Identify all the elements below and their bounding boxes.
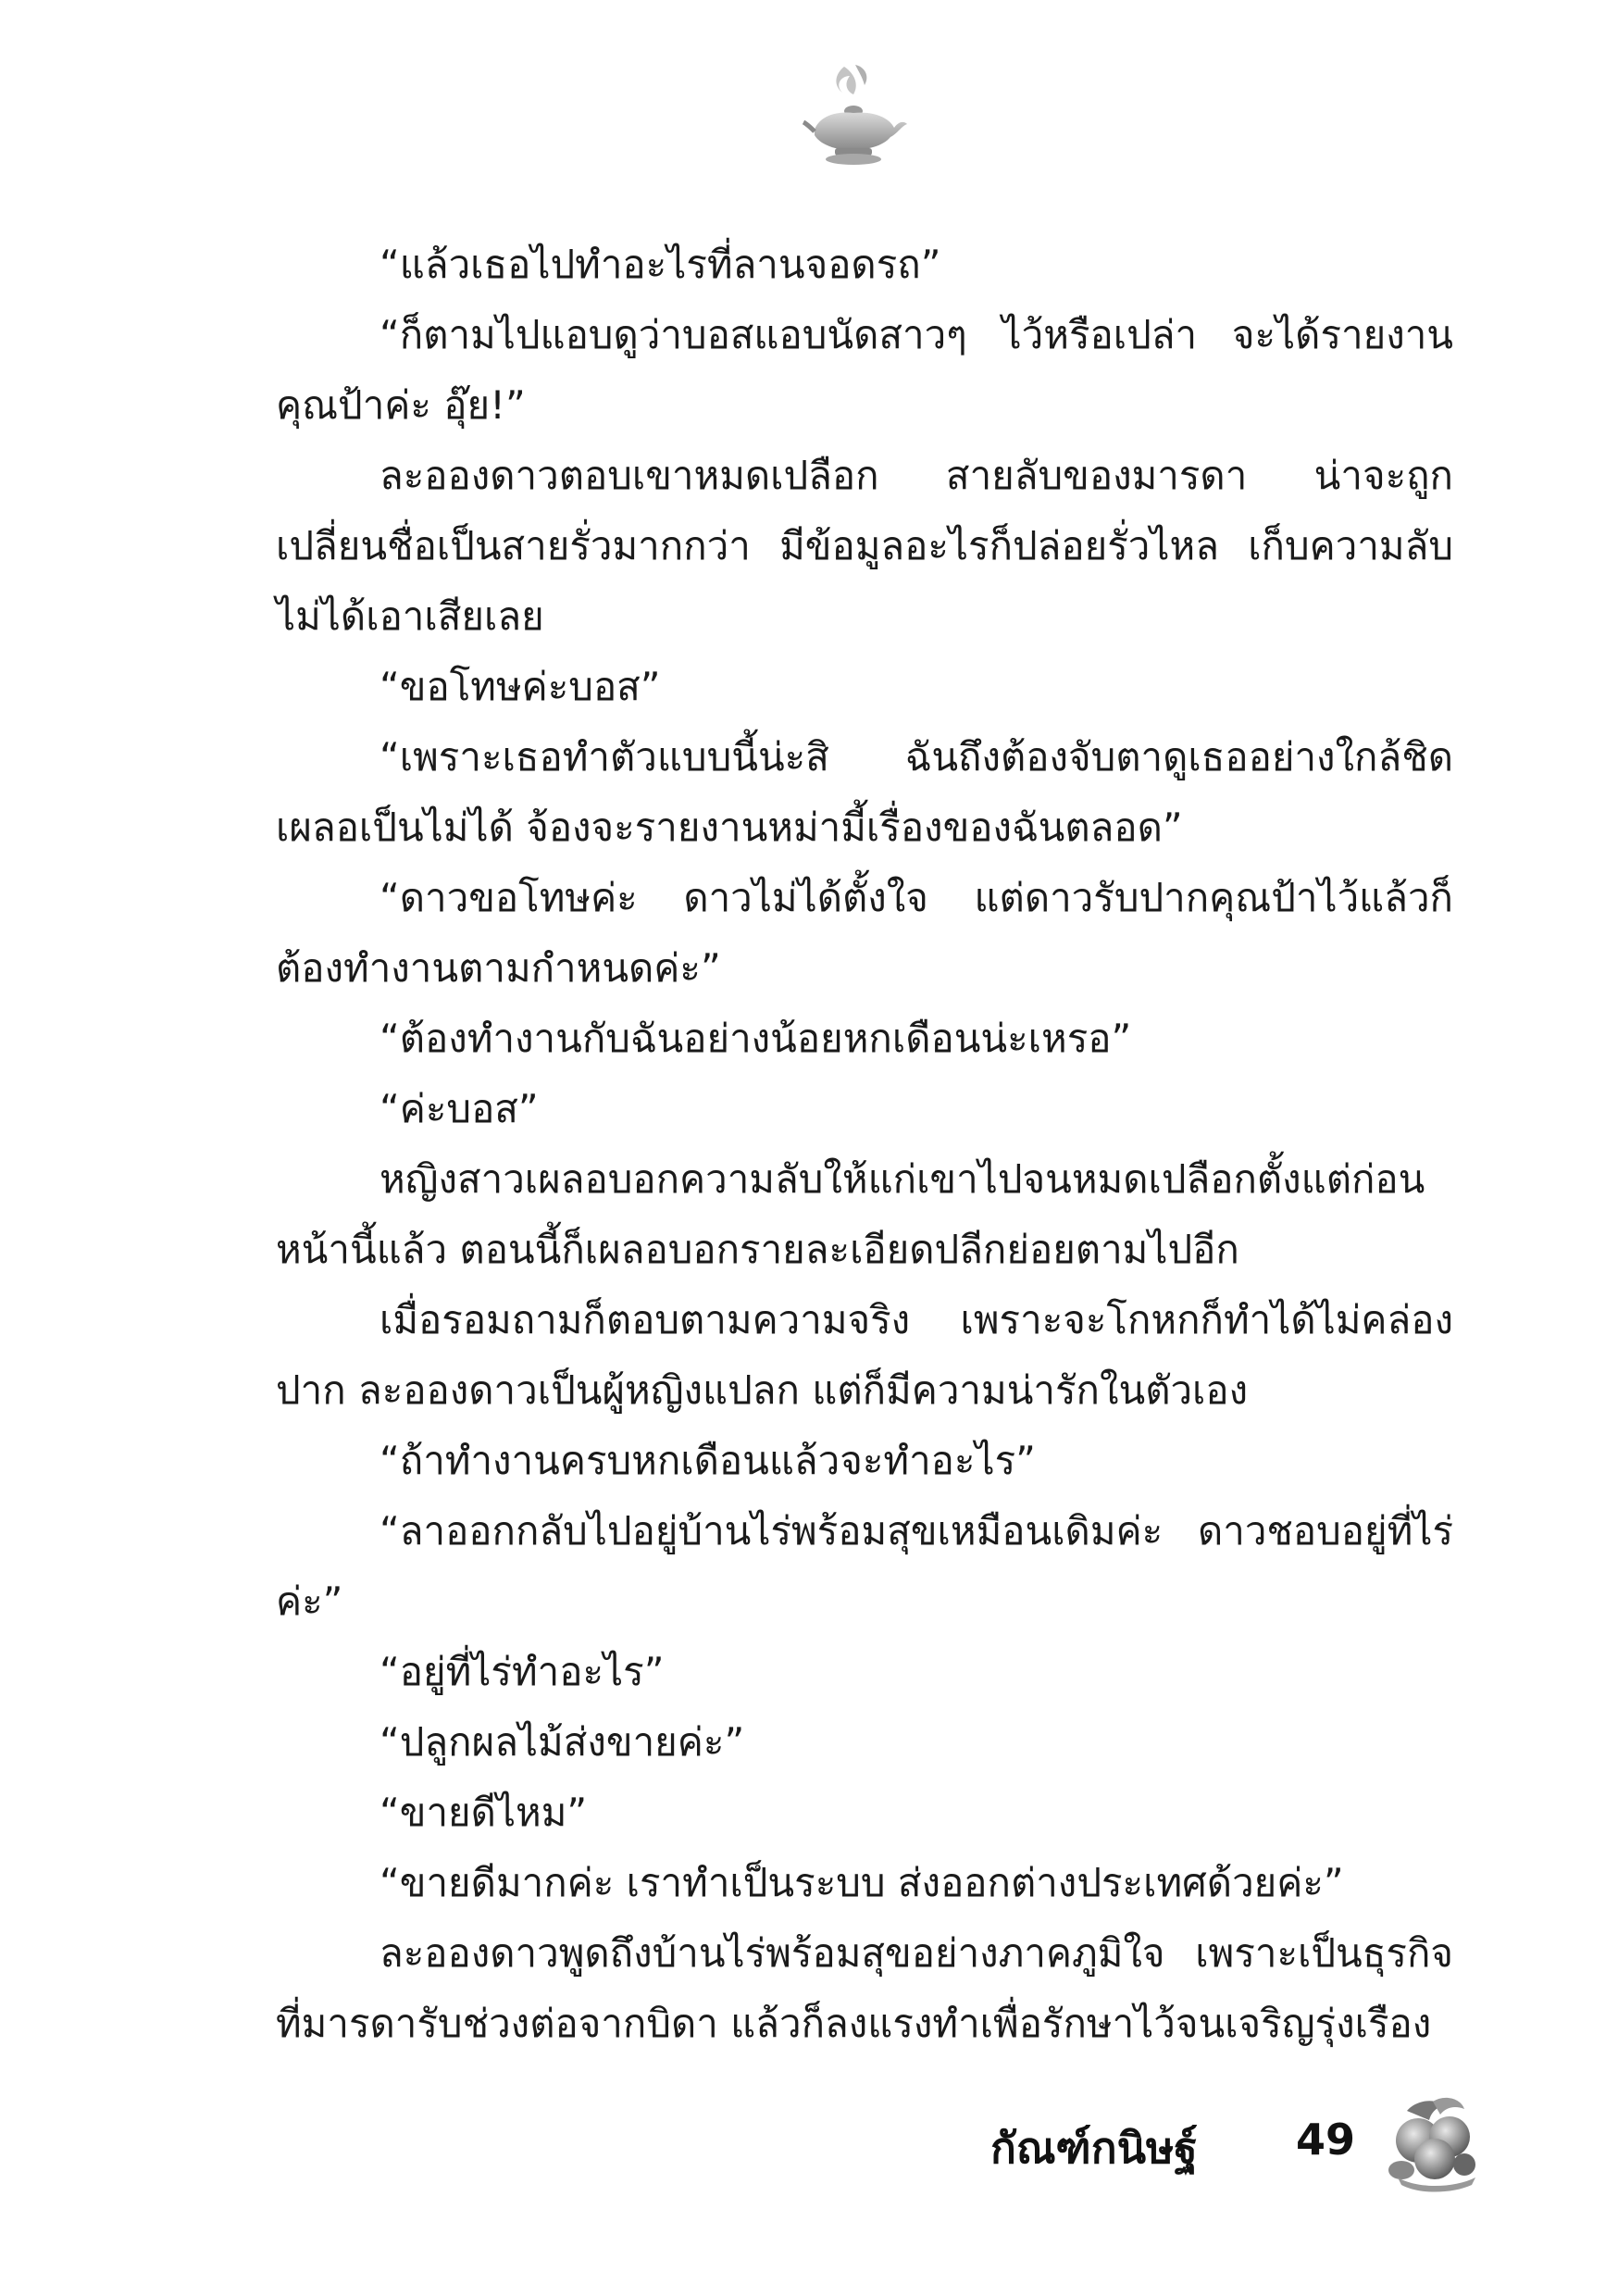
paragraph: “ขอโทษค่ะบอส” [380, 664, 661, 709]
paragraph: “แล้วเธอไปทำอะไรที่ลานจอดรถ” [380, 242, 941, 287]
paragraph: “ถ้าทำงานครบหกเดือนแล้วจะทำอะไร” [380, 1438, 1036, 1483]
paragraph: ละอองดาวตอบเขาหมดเปลือก สายลับของมารดา น่าจะถูกเปลี่ยนชื่อเป็นสายรั่วมากกว่า มีข้อมูลอะไรก็ปล่อยรั่วไหล เก็บความลับไม่ได้เอาเสียเลย [276, 453, 1453, 639]
genie-lamp-icon [798, 57, 909, 167]
paragraph: “ต้องทำงานกับฉันอย่างน้อยหกเดือนน่ะเหรอ” [380, 1016, 1132, 1061]
paragraph: “ค่ะบอส” [380, 1086, 539, 1131]
paragraph: เมื่อรอมถามก็ตอบตามความจริง เพราะจะโกหกก็ทำได้ไม่คล่องปาก ละอองดาวเป็นผู้หญิงแปลก แต่ก็มีความน่ารักในตัวเอง [276, 1297, 1453, 1413]
book-title: กัณฑ์กนิษฐ์ [990, 2123, 1198, 2173]
paragraph: หญิงสาวเผลอบอกความลับให้แก่เขาไปจนหมดเปลือกตั้งแต่ก่อนหน้านี้แล้ว ตอนนี้ก็เผลอบอกรายละเอียดปลีกย่อยตามไปอีก [276, 1156, 1425, 1272]
page-number: 49 [1296, 2115, 1356, 2165]
paragraph: ละอองดาวพูดถึงบ้านไร่พร้อมสุขอย่างภาคภูมิใจ เพราะเป็นธุรกิจที่มารดารับช่วงต่อจากบิดา แล้วก็ลงแรงทำเพื่อรักษาไว้จนเจริญรุ่งเรือง [276, 1930, 1453, 2046]
paragraph: “ก็ตามไปแอบดูว่าบอสแอบนัดสาวๆ ไว้หรือเปล่า จะได้รายงานคุณป้าค่ะ อุ๊ย!” [276, 312, 1453, 428]
body-text [276, 230, 1453, 2059]
paragraph: “ปลูกผลไม้ส่งขายค่ะ” [380, 1719, 745, 1765]
paragraph: “ดาวขอโทษค่ะ ดาวไม่ได้ตั้งใจ แต่ดาวรับปากคุณป้าไว้แล้วก็ต้องทำงานตามกำหนดค่ะ” [276, 875, 1453, 991]
paragraph: “ขายดีมากค่ะ เราทำเป็นระบบ ส่งออกต่างประเทศด้วยค่ะ” [380, 1860, 1344, 1905]
paragraph: “ขายดีไหม” [380, 1790, 588, 1835]
fruit-bowl-icon [1379, 2092, 1490, 2196]
paragraph: “เพราะเธอทำตัวแบบนี้น่ะสิ ฉันถึงต้องจับตาดูเธออย่างใกล้ชิดเผลอเป็นไม่ได้ จ้องจะรายงานหม่ามี้เรื่องของฉันตลอด” [276, 734, 1453, 850]
paragraph: “อยู่ที่ไร่ทำอะไร” [380, 1649, 665, 1694]
page-footer [990, 2092, 1509, 2203]
paragraph: “ลาออกกลับไปอยู่บ้านไร่พร้อมสุขเหมือนเดิมค่ะ ดาวชอบอยู่ที่ไร่ค่ะ” [276, 1508, 1453, 1624]
